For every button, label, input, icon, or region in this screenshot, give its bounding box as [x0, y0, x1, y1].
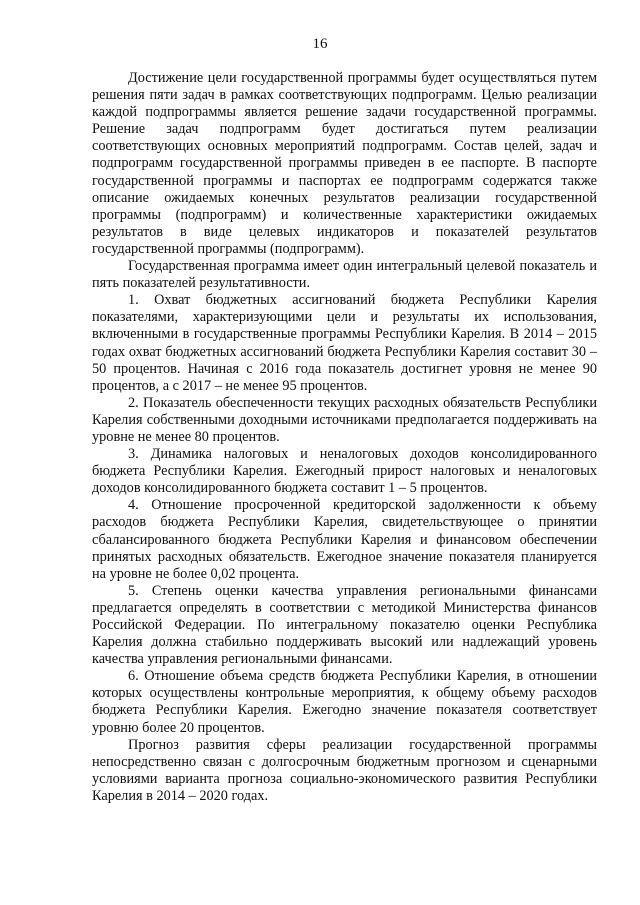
paragraph-indicator-5: 5. Степень оценки качества управления региональными финансами предлагается определять в соответствии с методикой Министерства финансов Российской Федерации. По интегральному показателю оценки Республика Карелия должна стабильно поддерживать высокий или надлежащий уровень качества управления региональными финансами. [92, 582, 597, 668]
paragraph-indicators-summary: Государственная программа имеет один интегральный целевой показатель и пять показателей результативности. [92, 258, 597, 292]
paragraph-indicator-2: 2. Показатель обеспеченности текущих расходных обязательств Республики Карелия собственными доходными источниками предполагается поддерживать на уровне не менее 80 процентов. [92, 394, 597, 445]
paragraph-forecast: Прогноз развития сферы реализации государственной программы непосредственно связан с долгосрочным бюджетным прогнозом и сценарными условиями варианта прогноза социально-экономического развития Республики Карелия в 2014 – 2020 годах. [92, 736, 597, 804]
paragraph-indicator-4: 4. Отношение просроченной кредиторской задолженности к объему расходов бюджета Республики Карелия, свидетельствующее о принятии сбалансированного бюджета Республики Карелия и финансовом обеспечении принятых расходных обязательств. Ежегодное значение показателя планируется на уровне не более 0,02 процента. [92, 497, 597, 582]
page-number: 16 [312, 36, 328, 52]
body-text [92, 70, 597, 805]
paragraph-indicator-3: 3. Динамика налоговых и неналоговых доходов консолидированного бюджета Республики Карелия. Ежегодный прирост налоговых и неналоговых доходов консолидированного бюджета составит 1 – 5 процентов. [92, 446, 597, 497]
paragraph-indicator-6: 6. Отношение объема средств бюджета Республики Карелия, в отношении которых осуществлены контрольные мероприятия, к общему объему расходов бюджета Республики Карелия. Ежегодно значение показателя соответствует уровню более 20 процентов. [92, 668, 597, 736]
paragraph-indicator-1: 1. Охват бюджетных ассигнований бюджета Республики Карелия показателями, характеризующими цели и результаты их использования, включенными в государственные программы Республики Карелия. В 2014 – 2015 годах охват бюджетных ассигнований бюджета Республики Карелия составит 30 – 50 процентов. Начиная с 2016 года показатель достигнет уровня не менее 90 процентов, а с 2017 – не менее 95 процентов. [92, 292, 597, 394]
paragraph-intro: Достижение цели государственной программы будет осуществляться путем решения пяти задач в рамках соответствующих подпрограмм. Целью реализации каждой подпрограммы является решение задачи государственной программы. Решение задач подпрограмм будет достигаться путем реализации соответствующих основных мероприятий подпрограмм. Состав целей, задач и подпрограмм государственной программы приведен в ее паспорте. В паспорте государственной программы и паспортах ее подпрограмм содержатся также описание ожидаемых конечных результатов реализации государственной программы (подпрограмм) и количественные характеристики ожидаемых результатов в виде целевых индикаторов и показателей результатов государственной программы (подпрограмм). [92, 70, 597, 257]
